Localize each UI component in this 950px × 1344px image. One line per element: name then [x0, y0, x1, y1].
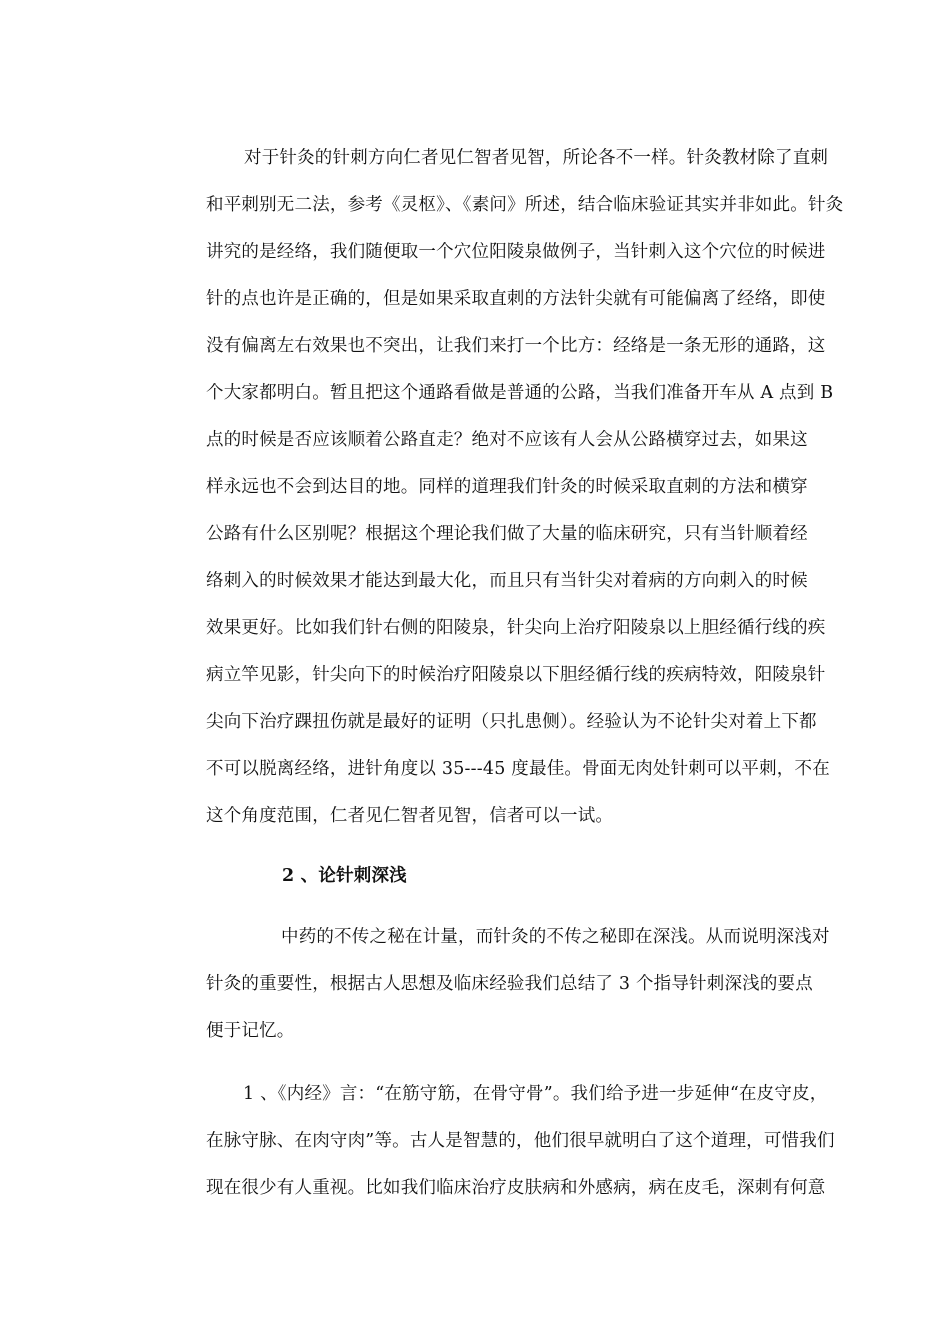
paragraph-1-line-7: 点的时候是否应该顺着公路直走？绝对不应该有人会从公路横穿过去，如果这 — [206, 430, 808, 450]
paragraph-1-line-13: 尖向下治疗踝扭伤就是最好的证明（只扎患侧）。经验认为不论针尖对着上下都 — [206, 712, 817, 732]
paragraph-1-line-4: 针的点也许是正确的，但是如果采取直刺的方法针尖就有可能偏离了经络，即使 — [206, 289, 826, 309]
paragraph-1-line-3: 讲究的是经络，我们随便取一个穴位阳陵泉做例子，当针刺入这个穴位的时候进 — [206, 242, 826, 262]
paragraph-1-line-14: 不可以脱离经络，进针角度以 35---45 度最佳。骨面无肉处针刺可以平刺，不在 — [206, 759, 830, 779]
paragraph-1-line-11: 效果更好。比如我们针右侧的阳陵泉，针尖向上治疗阳陵泉以上胆经循行线的疾 — [206, 618, 826, 638]
paragraph-1-line-6: 个大家都明白。暂且把这个通路看做是普通的公路，当我们准备开车从 A 点到 B — [206, 383, 834, 403]
paragraph-1-line-10: 络刺入的时候效果才能达到最大化，而且只有当针尖对着病的方向刺入的时候 — [206, 571, 808, 591]
paragraph-1-line-15: 这个角度范围，仁者见仁智者见智，信者可以一试。 — [206, 806, 614, 826]
paragraph-1-line-12: 病立竿见影，针尖向下的时候治疗阳陵泉以下胆经循行线的疾病特效，阳陵泉针 — [206, 665, 826, 685]
item-1-line-2: 在脉守脉、在肉守肉”等。古人是智慧的，他们很早就明白了这个道理，可惜我们 — [206, 1131, 835, 1151]
paragraph-1-line-8: 样永远也不会到达目的地。同样的道理我们针灸的时候采取直刺的方法和横穿 — [206, 477, 808, 497]
paragraph-1-line-1: 对于针灸的针刺方向仁者见仁智者见智，所论各不一样。针灸教材除了直刺 — [244, 148, 829, 168]
item-1-line-1: 1 、《内经》言：“在筋守筋，在骨守骨”。我们给予进一步延伸“在皮守皮， — [243, 1084, 828, 1104]
paragraph-1-line-9: 公路有什么区别呢？根据这个理论我们做了大量的临床研究，只有当针顺着经 — [206, 524, 808, 544]
paragraph-2-line-3: 便于记忆。 — [206, 1021, 295, 1041]
paragraph-1-line-2: 和平刺别无二法，参考《灵枢》、《素问》所述，结合临床验证其实并非如此。针灸 — [206, 195, 844, 215]
paragraph-2-line-2: 针灸的重要性，根据古人思想及临床经验我们总结了 3 个指导针刺深浅的要点 — [206, 974, 813, 994]
item-1-line-3: 现在很少有人重视。比如我们临床治疗皮肤病和外感病，病在皮毛，深刺有何意 — [206, 1178, 826, 1198]
paragraph-1-line-5: 没有偏离左右效果也不突出，让我们来打一个比方：经络是一条无形的通路，这 — [206, 336, 826, 356]
paragraph-2-line-1: 中药的不传之秘在计量，而针灸的不传之秘即在深浅。从而说明深浅对 — [281, 927, 830, 947]
section-heading: 2 、论针刺深浅 — [282, 866, 407, 886]
